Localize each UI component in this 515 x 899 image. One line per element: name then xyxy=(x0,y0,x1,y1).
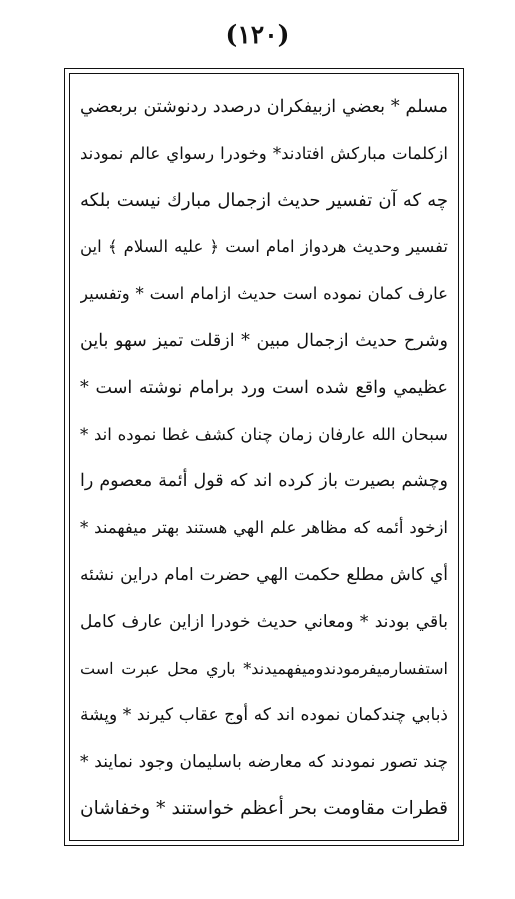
text-line: وشرح حديث ازجمال مبين * ازقلت تميز سهو باين xyxy=(80,330,448,351)
text-line: سبحان الله عارفان زمان چنان كشف غطا نموده اند * xyxy=(80,424,448,444)
page-border-outer xyxy=(64,68,464,846)
text-line: ازخود أئمه كه مظاهر علم الهي هستند بهتر ميفهمند * xyxy=(80,518,448,538)
text-line: مسلم * بعضي ازبيفكران درصدد ردنوشتن بربعضي xyxy=(80,97,448,117)
text-line: چه كه آن تفسير حديث ازجمال مبارك نيست بلكه xyxy=(80,189,448,211)
text-line: وچشم بصيرت باز كرده اند كه قول أئمة معصوم را xyxy=(80,471,448,492)
text-line: عارف كمان نموده است حديث ازامام است * وتفسير xyxy=(80,284,448,304)
page-number: (۱۲۰) xyxy=(225,20,290,49)
text-line: قطرات مقاومت بحر أعظم خواستند * وخفاشان xyxy=(80,797,448,819)
body-text xyxy=(80,84,448,830)
text-line: استفسارميفرمودندوميفهميدند* باري محل عبرت است xyxy=(80,658,448,678)
text-line: باقي بودند * ومعاني حديث خودرا ازاين عارف كامل xyxy=(80,611,448,632)
text-line: چند تصور نمودند كه معارضه باسليمان وجود نمايند * xyxy=(80,752,448,773)
text-line: ازكلمات مباركش افتادند* وخودرا رسواي عالم نمودند xyxy=(80,143,448,163)
text-line: ذبابي چندكمان نموده اند كه أوج عقاب كيرند * وپشة xyxy=(80,705,448,726)
page-border-inner xyxy=(69,73,459,841)
text-line: عظيمي واقع شده است ورد برامام نوشته است * xyxy=(80,377,448,398)
text-line: تفسير وحديث هردواز امام است ﴿ عليه السلام ﴾ اين xyxy=(80,237,448,257)
text-line: أي كاش مطلع حكمت الهي حضرت امام دراين نشئه xyxy=(80,564,448,585)
